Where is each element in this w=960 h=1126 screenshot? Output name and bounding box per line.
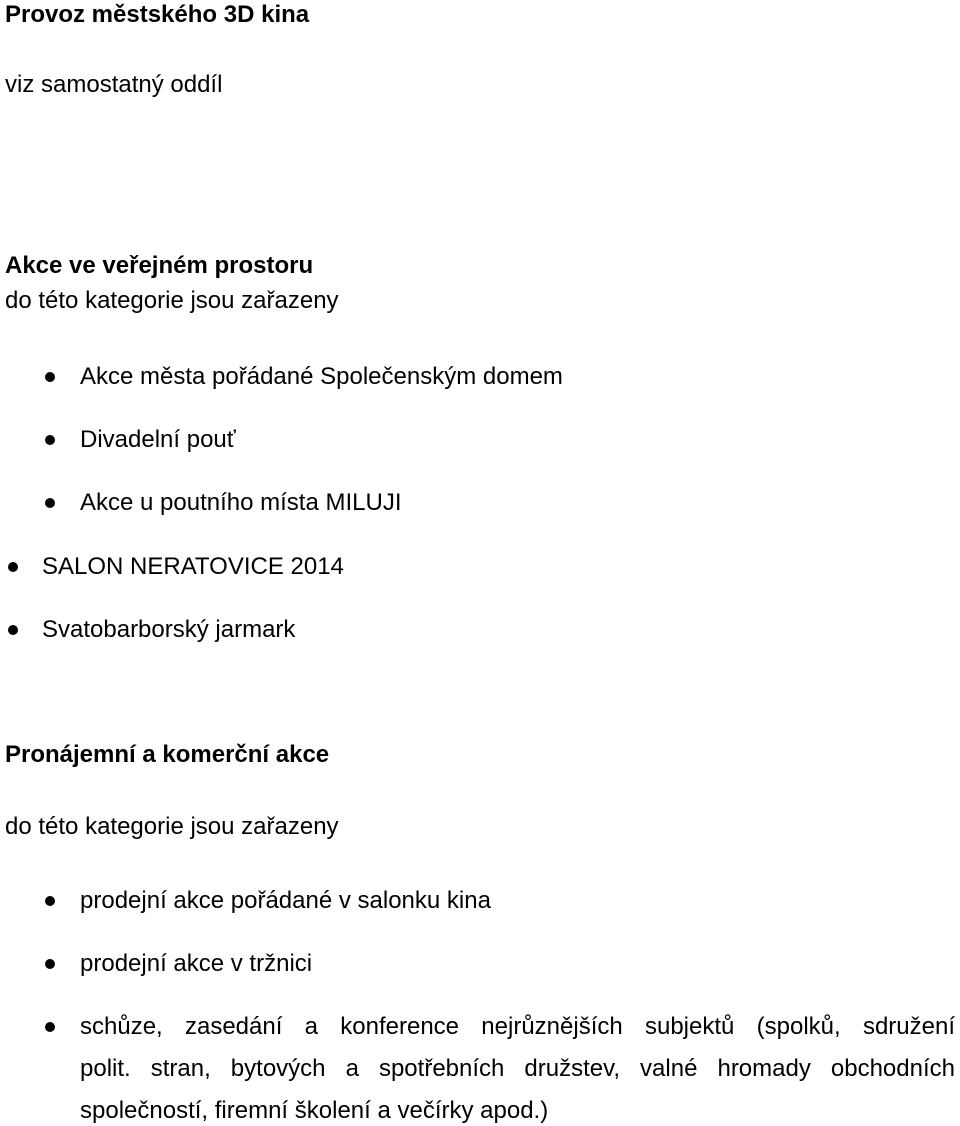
list-item: prodejní akce v tržnici [80,950,313,977]
bullet-icon [45,435,55,445]
list-item: Divadelní pouť [80,426,236,453]
list-item-line: společností, firemní školení a večírky apod.) [80,1097,549,1124]
list-item: Akce města pořádané Společenským domem [80,363,563,390]
bullet-icon [45,372,55,382]
section-text-separate: viz samostatný oddíl [5,71,223,98]
section-title-3d-cinema: Provoz městského 3D kina [5,1,310,28]
list-item: Akce u poutního místa MILUJI [80,489,402,516]
list-item: Svatobarborský jarmark [42,616,296,643]
bullet-icon [8,625,18,635]
list-item: prodejní akce pořádané v salonku kina [80,887,491,914]
list-item-line: polit. stran, bytových a spotřebních družstev, valné hromady obchodních [80,1055,955,1082]
section-intro-rental-commercial: do této kategorie jsou zařazeny [5,813,339,840]
bullet-icon [45,1022,55,1032]
list-item-line: schůze, zasedání a konference nejrůznějších subjektů (spolků, sdružení [80,1013,955,1040]
bullet-icon [8,562,18,572]
section-intro-public-space: do této kategorie jsou zařazeny [5,287,339,314]
section-title-public-space: Akce ve veřejném prostoru [5,252,314,279]
bullet-icon [45,896,55,906]
bullet-icon [45,498,55,508]
list-item: SALON NERATOVICE 2014 [42,553,344,580]
section-title-rental-commercial: Pronájemní a komerční akce [5,741,330,768]
bullet-icon [45,959,55,969]
